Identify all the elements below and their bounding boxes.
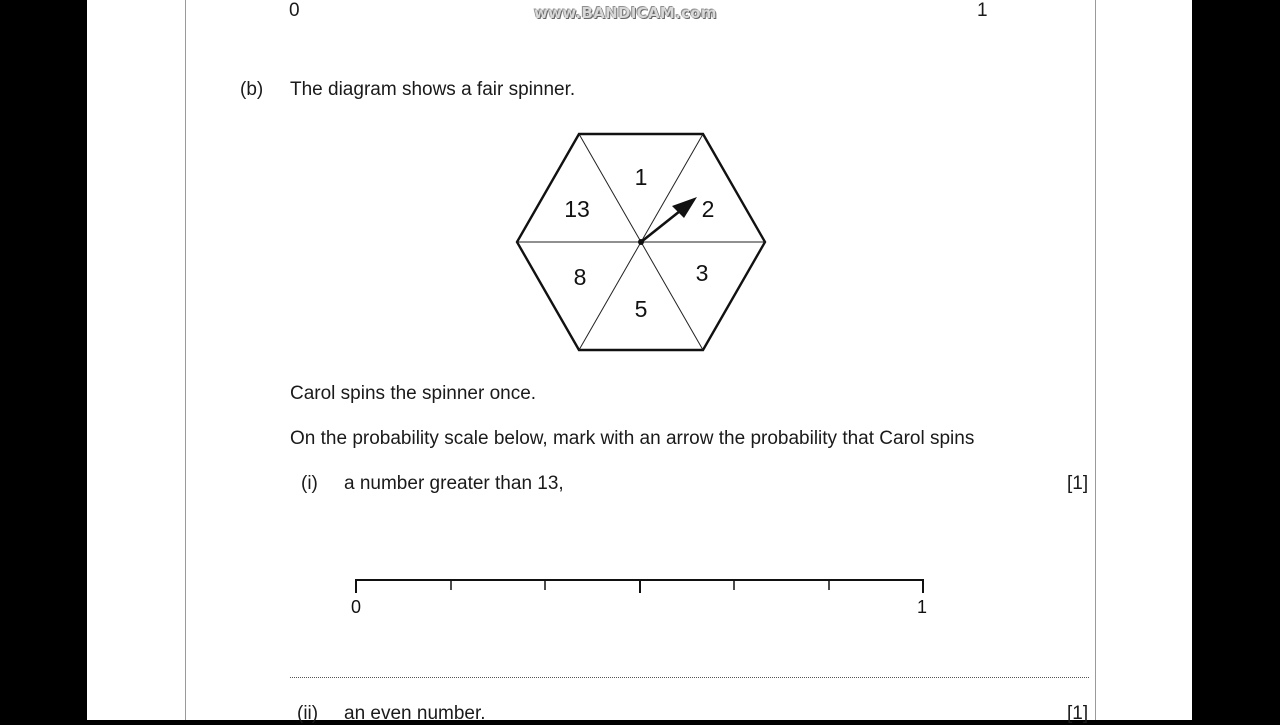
spinner-section-2: 2 bbox=[701, 196, 715, 222]
letterbox-right bbox=[1192, 0, 1280, 720]
letterbox-left bbox=[0, 0, 87, 720]
part-ii-text: an even number. bbox=[344, 703, 486, 724]
spinner-arrow-shaft bbox=[641, 211, 680, 242]
question-b-intro: The diagram shows a fair spinner. bbox=[290, 79, 576, 100]
part-ii-label: (ii) bbox=[297, 703, 319, 724]
page-margin-line-left bbox=[185, 0, 186, 720]
question-b-label: (b) bbox=[240, 79, 264, 100]
dotted-separator bbox=[290, 677, 1089, 678]
spinner-section-5: 5 bbox=[634, 296, 648, 322]
part-i-label: (i) bbox=[301, 473, 318, 494]
previous-scale-label-zero: 0 bbox=[289, 0, 300, 21]
spinner-section-3: 3 bbox=[695, 260, 709, 286]
page-margin-line-right bbox=[1095, 0, 1096, 720]
bandicam-watermark: www.BANDICAM.com bbox=[534, 4, 717, 22]
sentence-instruction: On the probability scale below, mark with an arrow the probability that Carol spins bbox=[290, 428, 975, 449]
probability-scale bbox=[345, 570, 935, 620]
spinner-section-8: 8 bbox=[573, 264, 587, 290]
scale-label-one: 1 bbox=[916, 597, 928, 617]
part-i-text: a number greater than 13, bbox=[344, 473, 564, 494]
sentence-carol-spins: Carol spins the spinner once. bbox=[290, 383, 537, 404]
spinner-section-1: 1 bbox=[634, 164, 648, 190]
spinner-diagram bbox=[505, 125, 777, 361]
previous-scale-label-one: 1 bbox=[977, 0, 988, 21]
spinner-pivot bbox=[638, 239, 644, 245]
spinner-section-13: 13 bbox=[564, 196, 590, 222]
part-ii-marks: [1] bbox=[1067, 703, 1089, 724]
scale-label-zero: 0 bbox=[350, 597, 362, 617]
part-i-marks: [1] bbox=[1067, 473, 1089, 494]
